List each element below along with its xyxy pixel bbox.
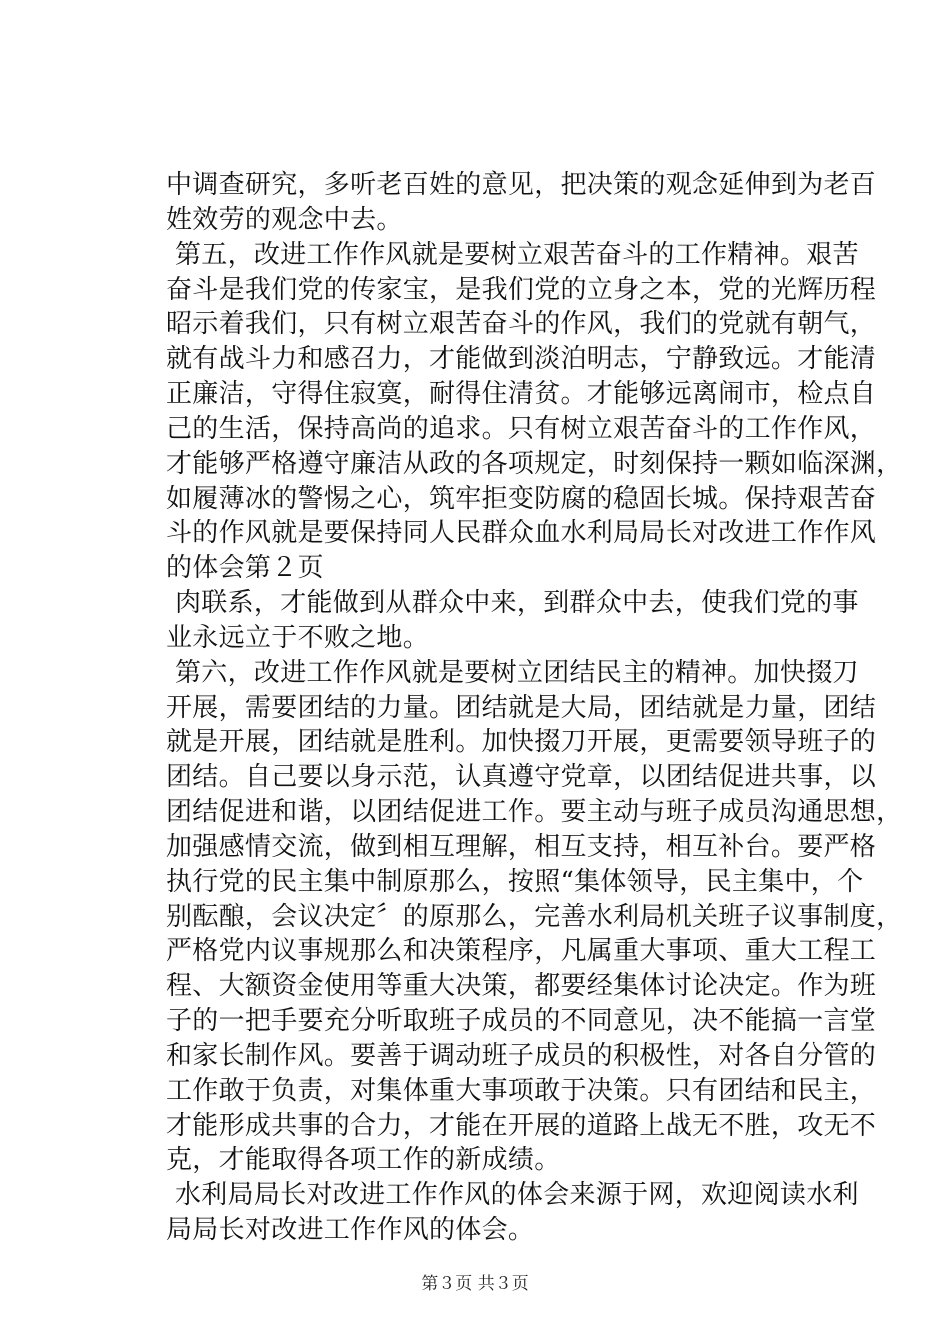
text-line: 才能形成共事的合力，才能在开展的道路上战无不胜，攻无不 — [166, 1111, 877, 1141]
text-line: 昭示着我们，只有树立艰苦奋斗的作风，我们的党就有朝气， — [166, 309, 877, 339]
text-line: 正廉洁，守得住寂寞，耐得住清贫。才能够远离闹市，检点自 — [166, 379, 877, 409]
text-line: 业永远立于不败之地。 — [166, 623, 430, 653]
paragraph-first-line: 第五，改进工作作风就是要树立艰苦奋斗的工作精神。艰苦 — [175, 240, 859, 270]
text-line: 子的一把手要充分听取班子成员的不同意见，决不能搞一言堂 — [166, 1006, 877, 1036]
text-line: 程、大额资金使用等重大决策，都要经集体讨论决定。作为班 — [166, 971, 877, 1001]
text-line: 斗的作风就是要保持同人民群众血水利局局长对改进工作作风 — [166, 518, 877, 548]
text-line: 才能够严格遵守廉洁从政的各项规定，时刻保持一颗如临深渊， — [166, 449, 903, 479]
text-line: 执行党的民主集中制原那么，按照“集体领导，民主集中，个 — [166, 867, 864, 897]
page-number-footer: 第３页 共３页 — [421, 1274, 529, 1294]
text-line: 团结促进和谐，以团结促进工作。要主动与班子成员沟通思想， — [166, 797, 903, 827]
text-line: 和家长制作风。要善于调动班子成员的积极性，对各自分管的 — [166, 1041, 877, 1071]
text-line: 加强感情交流，做到相互理解，相互支持，相互补台。要严格 — [166, 832, 877, 862]
text-line: 就有战斗力和感召力，才能做到淡泊明志，宁静致远。才能清 — [166, 344, 877, 374]
text-line: 奋斗是我们党的传家宝，是我们党的立身之本，党的光辉历程 — [166, 275, 877, 305]
text-line: 姓效劳的观念中去。 — [166, 205, 403, 235]
text-line: 就是开展，团结就是胜利。加快掇刀开展，更需要领导班子的 — [166, 727, 877, 757]
paragraph-first-line: 水利局局长对改进工作作风的体会来源于网，欢迎阅读水利 — [175, 1180, 859, 1210]
text-line: 中调查研究，多听老百姓的意见，把决策的观念延伸到为老百 — [166, 170, 877, 200]
paragraph-first-line: 第六，改进工作作风就是要树立团结民主的精神。加快掇刀 — [175, 658, 859, 688]
text-line: 开展，需要团结的力量。团结就是大局，团结就是力量，团结 — [166, 693, 877, 723]
text-line: 克，才能取得各项工作的新成绩。 — [166, 1145, 561, 1175]
text-line: 别酝酿，会议决定〞的原那么，完善水利局机关班子议事制度， — [166, 902, 903, 932]
text-line: 如履薄冰的警惕之心，筑牢拒变防腐的稳固长城。保持艰苦奋 — [166, 484, 877, 514]
text-line: 严格党内议事规那么和决策程序，凡属重大事项、重大工程工 — [166, 936, 877, 966]
text-line: 团结。自己要以身示范，认真遵守党章，以团结促进共事，以 — [166, 762, 877, 792]
text-line: 工作敢于负责，对集体重大事项敢于决策。只有团结和民主， — [166, 1076, 877, 1106]
text-line: 局局长对改进工作作风的体会。 — [166, 1215, 535, 1245]
paragraph-first-line: 肉联系，才能做到从群众中来，到群众中去，使我们党的事 — [175, 588, 859, 618]
text-line: 的体会第２页 — [166, 553, 324, 583]
text-line: 己的生活，保持高尚的追求。只有树立艰苦奋斗的工作作风， — [166, 414, 877, 444]
